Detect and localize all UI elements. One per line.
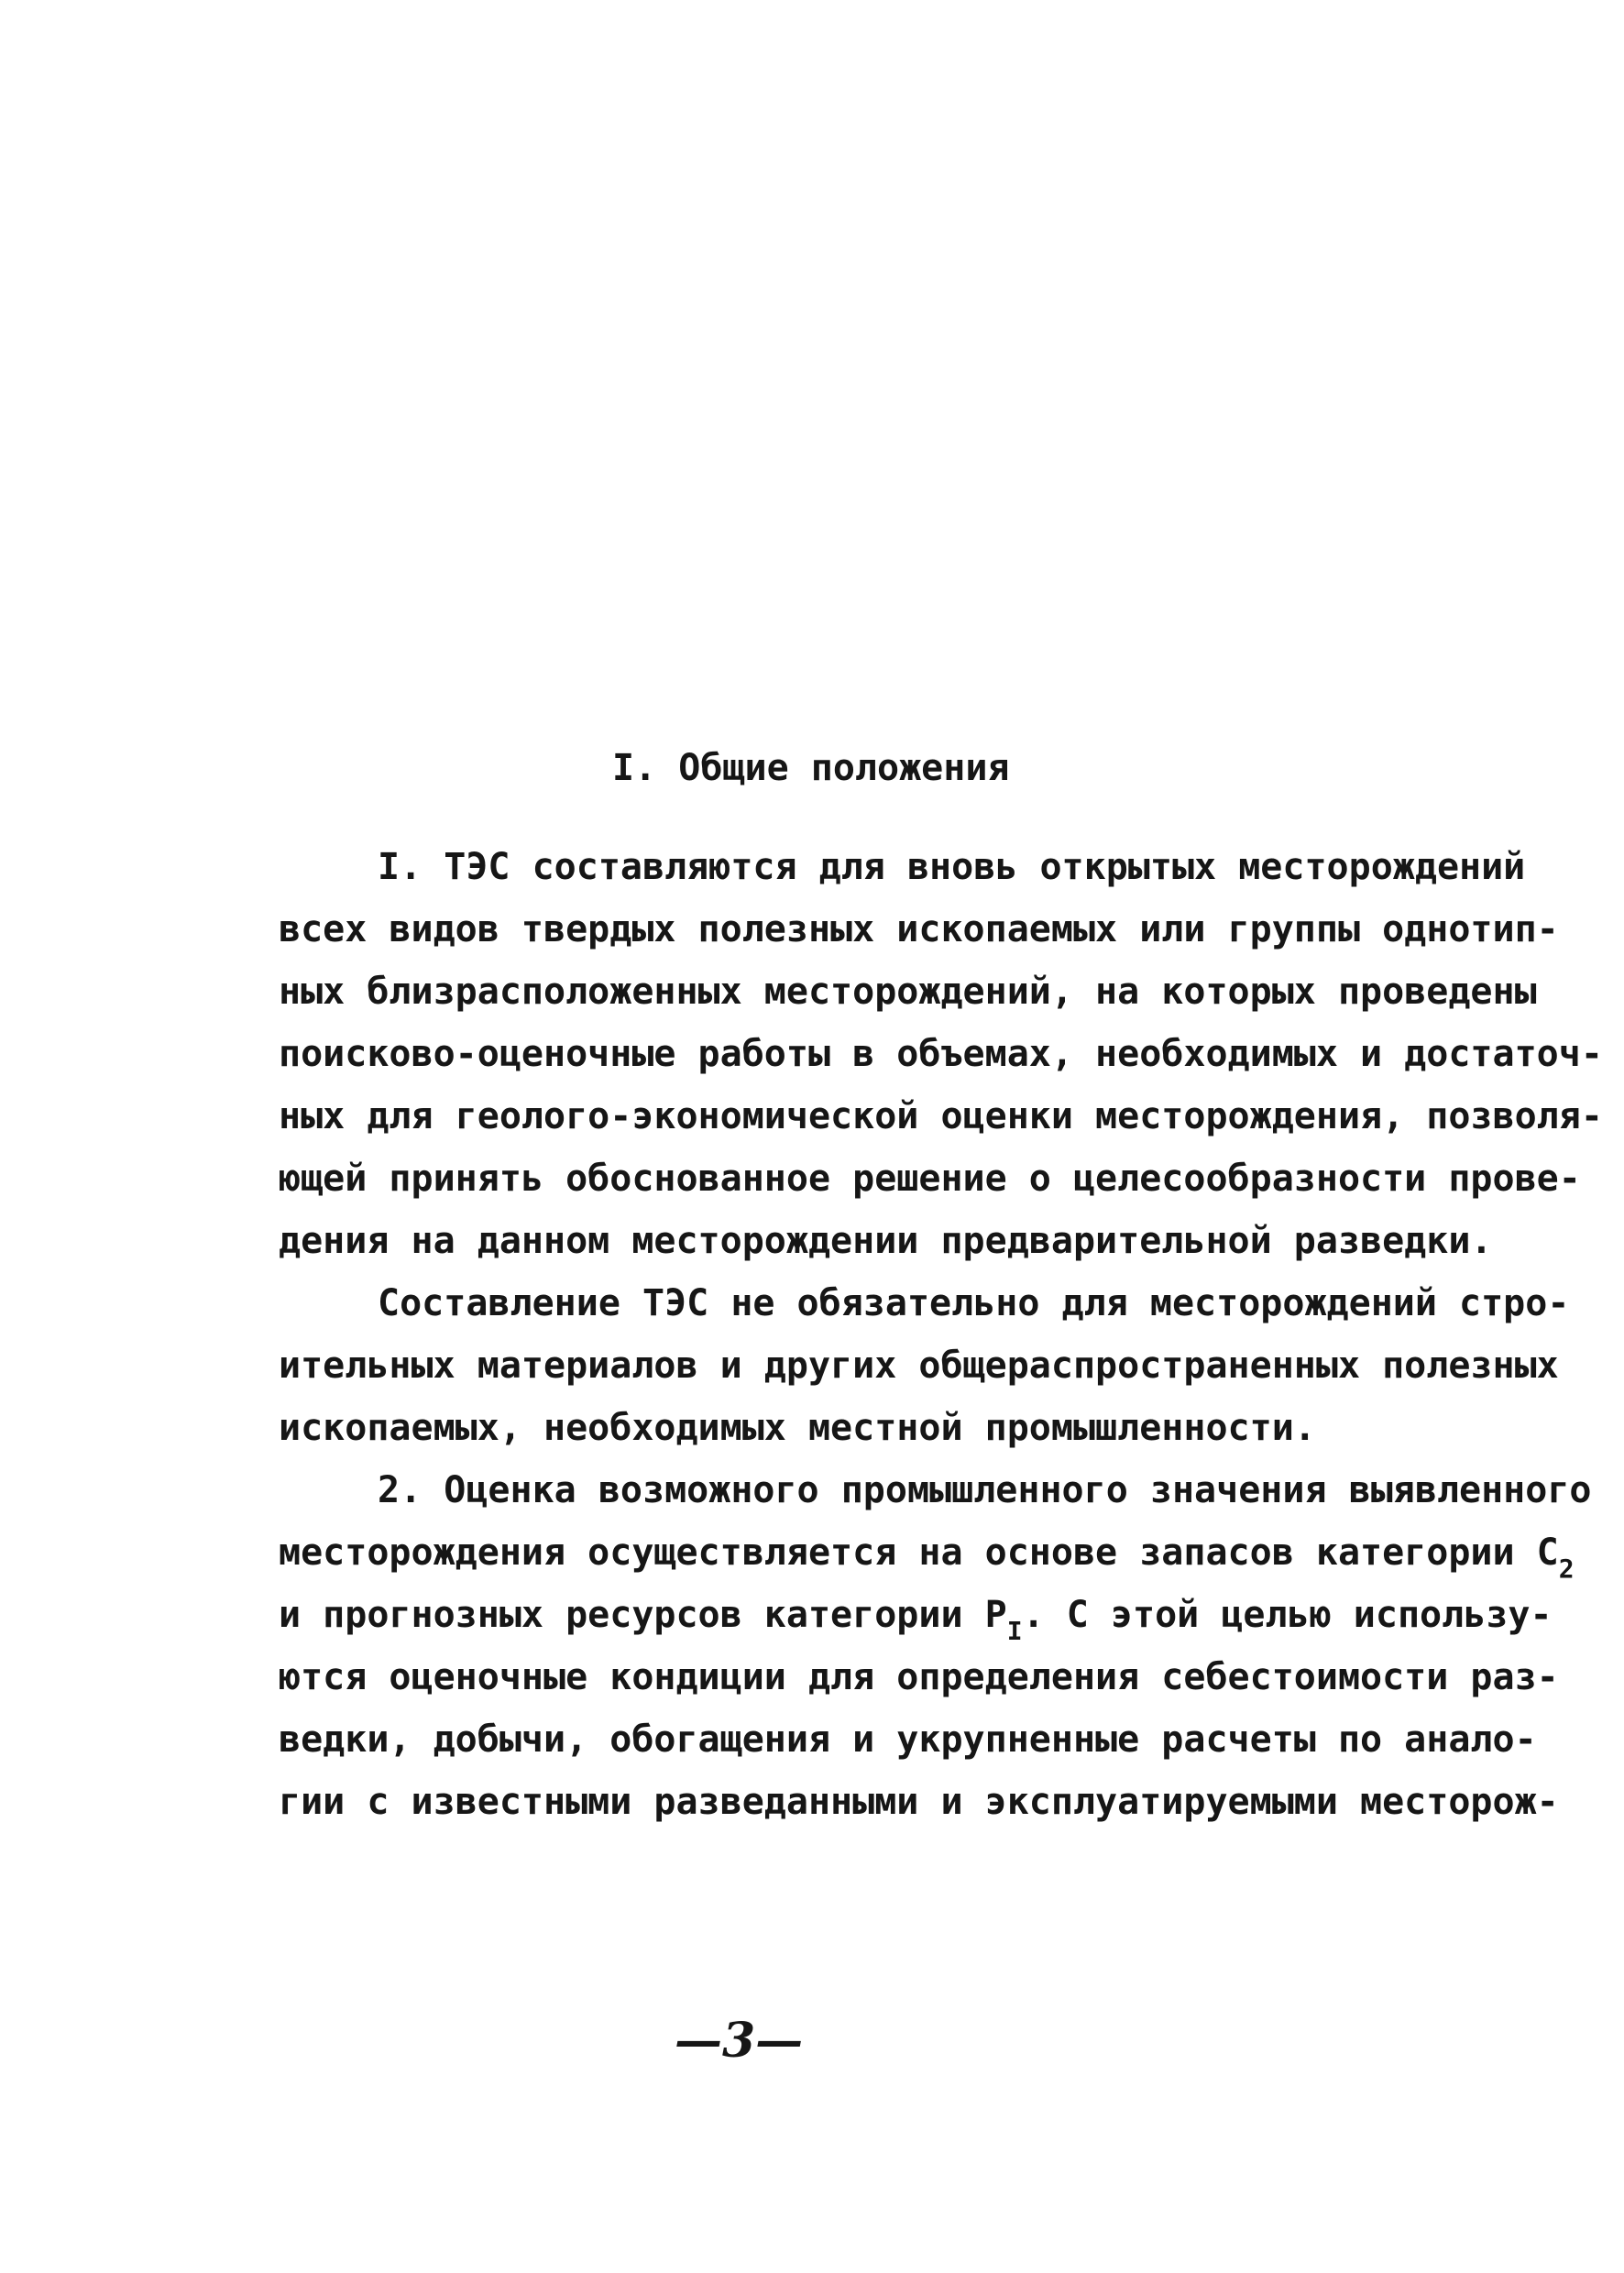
subscript-2: 2 bbox=[1558, 1554, 1575, 1584]
paragraph-2-line-3: ископаемых, необходимых местной промышленности. bbox=[279, 1407, 1316, 1449]
paragraph-3-line-3-text-b: . С этой целью использу- bbox=[1022, 1594, 1553, 1636]
paragraph-1-line-7: дения на данном месторождении предварительной разведки. bbox=[279, 1220, 1493, 1262]
paragraph-3-line-2-text: месторождения осуществляется на основе запасов категории C bbox=[279, 1532, 1559, 1574]
paragraph-1-line-4: поисково-оценочные работы в объемах, необходимых и достаточ- bbox=[279, 1033, 1603, 1075]
paragraph-1-line-1: I. ТЭС составляются для вновь открытых месторождений bbox=[378, 846, 1526, 888]
paragraph-3-line-1: 2. Оценка возможного промышленного значения выявленного bbox=[378, 1469, 1592, 1511]
paragraph-2-line-1: Составление ТЭС не обязательно для месторождений стро- bbox=[378, 1282, 1570, 1324]
paragraph-1-line-3: ных близрасположенных месторождений, на которых проведены bbox=[279, 971, 1537, 1013]
paragraph-3-line-4: ются оценочные кондиции для определения себестоимости раз- bbox=[279, 1656, 1559, 1698]
paragraph-1-line-5: ных для геолого-экономической оценки месторождения, позволя- bbox=[279, 1095, 1603, 1137]
paragraph-1-line-2: всех видов твердых полезных ископаемых или группы однотип- bbox=[279, 908, 1559, 950]
paragraph-3-line-2 bbox=[279, 1531, 1575, 1584]
paragraph-3-line-5: ведки, добычи, обогащения и укрупненные расчеты по анало- bbox=[279, 1718, 1537, 1761]
section-heading: I. Общие положения bbox=[612, 747, 1010, 789]
paragraph-2-line-2: ительных материалов и других общераспространенных полезных bbox=[279, 1345, 1559, 1387]
page-number: —3— bbox=[675, 2013, 804, 2069]
paragraph-3-line-3-text-a: и прогнозных ресурсов категории P bbox=[279, 1594, 1007, 1636]
subscript-i: I bbox=[1006, 1616, 1023, 1646]
paragraph-3-line-6: гии с известными разведанными и эксплуатируемыми месторож- bbox=[279, 1781, 1559, 1823]
paragraph-1-line-6: ющей принять обоснованное решение о целесообразности прове- bbox=[279, 1158, 1581, 1200]
paragraph-3-line-3 bbox=[279, 1593, 1553, 1646]
